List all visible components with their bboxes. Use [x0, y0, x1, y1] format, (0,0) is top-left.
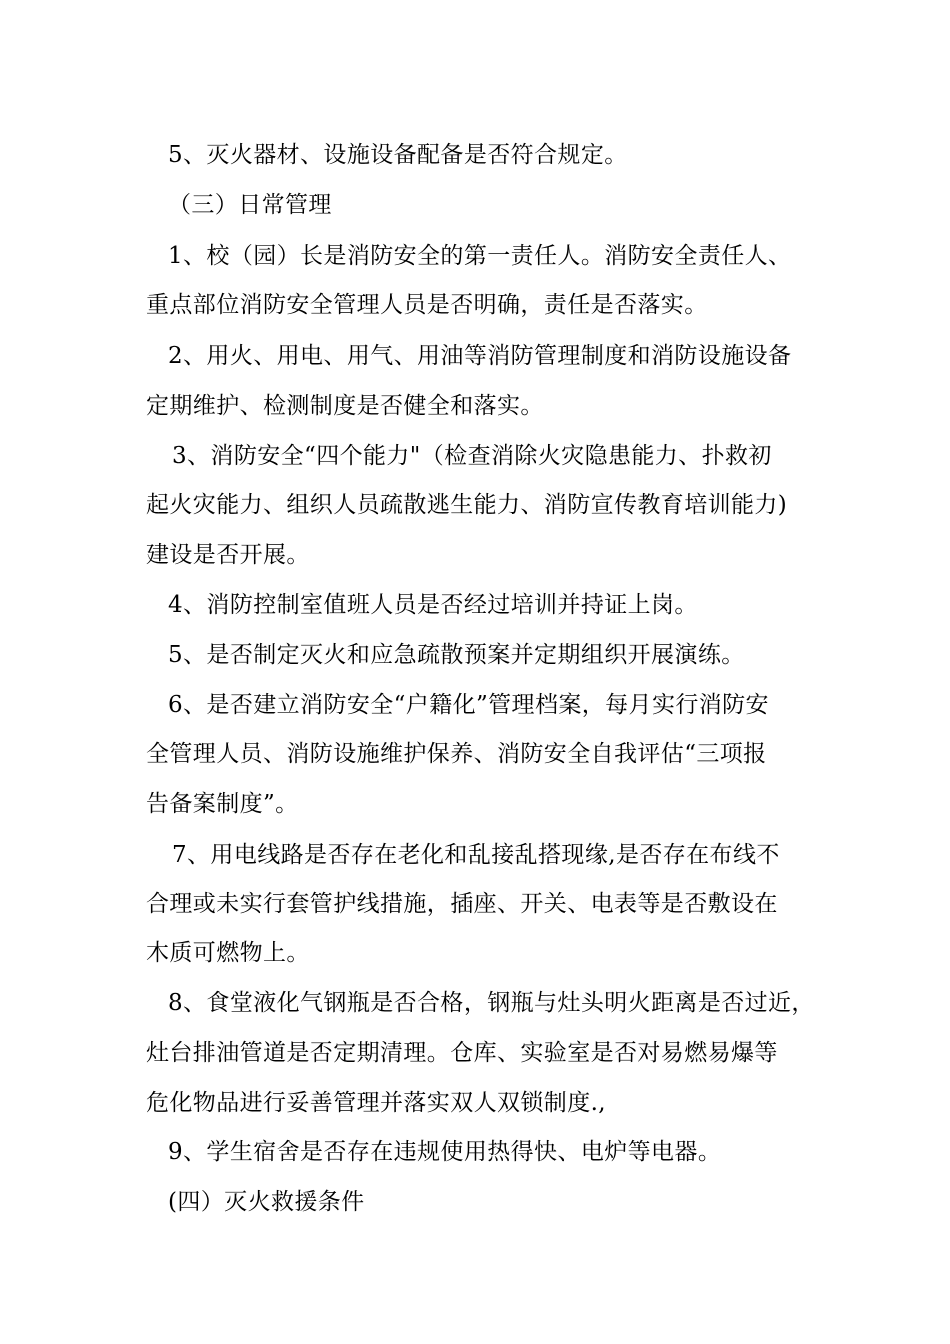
text-line: 灶台排油管道是否定期清理。仓库、实验室是否对易燃易爆等 [146, 1040, 778, 1066]
text-line: 1、校（园）长是消防安全的第一责任人。消防安全责任人、 [168, 243, 792, 269]
text-line: 合理或未实行套管护线措施，插座、开关、电表等是否敷设在 [146, 891, 778, 917]
text-line: 告备案制度”。 [146, 791, 299, 817]
text-line: 9、学生宿舍是否存在违规使用热得快、电炉等电器。 [168, 1139, 722, 1165]
text-line: 3、消防安全“四个能力"（检查消除火灾隐患能力、扑救初 [172, 443, 772, 469]
text-line: 8、食堂液化气钢瓶是否合格，钢瓶与灶头明火距离是否过近， [168, 990, 815, 1016]
text-line: 6、是否建立消防安全“户籍化”管理档案，每月实行消防安 [168, 692, 769, 718]
text-line: 2、用火、用电、用气、用油等消防管理制度和消防设施设备 [168, 343, 792, 369]
section-heading: （三）日常管理 [168, 192, 332, 218]
text-line: 5、是否制定灭火和应急疏散预案并定期组织开展演练。 [168, 642, 745, 668]
text-line: 全管理人员、消防设施维护保养、消防安全自我评估“三项报 [146, 741, 767, 767]
text-line: 起火灾能力、组织人员疏散逃生能力、消防宣传教育培训能力) [146, 492, 788, 518]
text-line: 危化物品进行妥善管理并落实双人双锁制度., [146, 1090, 607, 1116]
text-line: 4、消防控制室值班人员是否经过培训并持证上岗。 [168, 592, 698, 618]
text-line: 定期维护、检测制度是否健全和落实。 [146, 393, 544, 419]
text-line: 建设是否开展。 [146, 542, 310, 568]
text-line: 重点部位消防安全管理人员是否明确，责任是否落实。 [146, 292, 708, 318]
text-line: 5、灭火器材、设施设备配备是否符合规定。 [168, 142, 628, 168]
text-line: 7、用电线路是否存在老化和乱接乱搭现缘,是否存在布线不 [172, 842, 780, 868]
section-heading: (四）灭火救援条件 [168, 1189, 365, 1215]
text-line: 木质可燃物上。 [146, 940, 310, 966]
